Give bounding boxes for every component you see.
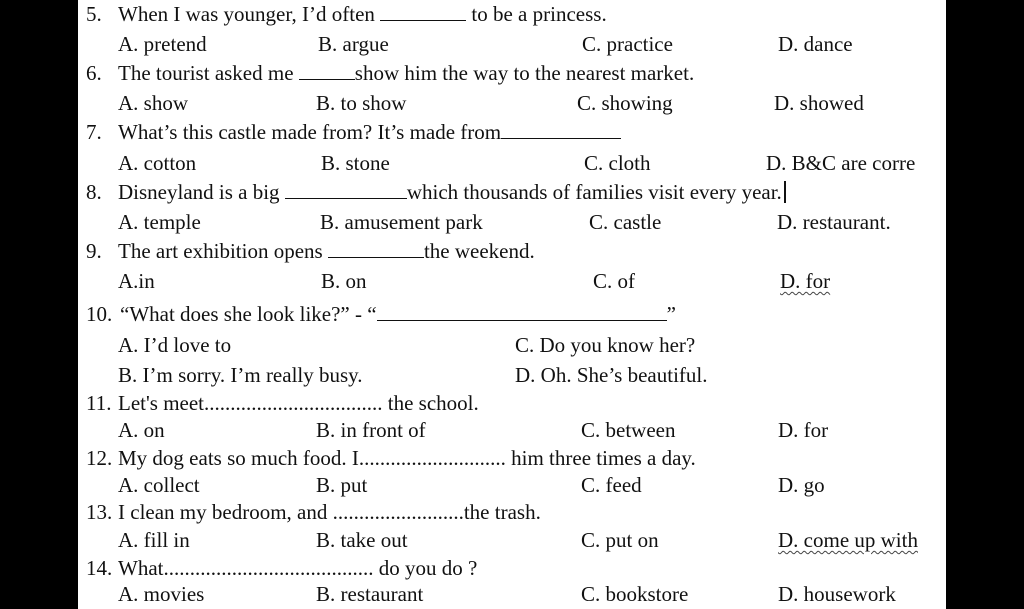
question-number: 5. xyxy=(86,2,102,26)
answer-blank[interactable] xyxy=(377,302,667,321)
answer-blank[interactable] xyxy=(380,2,466,21)
option-d[interactable]: D. Oh. She’s beautiful. xyxy=(515,363,708,387)
option-a[interactable]: A. cotton xyxy=(118,151,197,175)
option-c[interactable]: C. cloth xyxy=(584,151,651,175)
answer-blank[interactable] xyxy=(501,120,621,139)
question-text: When I was younger, I’d often to be a princess. xyxy=(118,2,607,26)
option-b[interactable]: B. argue xyxy=(318,32,389,56)
answer-blank[interactable]: ....................................... xyxy=(168,556,374,580)
option-d[interactable]: D. for xyxy=(780,269,831,293)
question-text: Let's meet.................................. the school. xyxy=(118,391,479,415)
option-d[interactable]: D. dance xyxy=(778,32,853,56)
question-text: I clean my bedroom, and .........................the trash. xyxy=(118,500,541,524)
answer-blank[interactable]: ......................... xyxy=(332,500,464,524)
option-b[interactable]: B. in front of xyxy=(316,418,426,442)
question-number: 8. xyxy=(86,180,102,204)
option-a[interactable]: A. pretend xyxy=(118,32,207,56)
option-d[interactable]: D. restaurant. xyxy=(777,210,891,234)
option-a[interactable]: A. on xyxy=(118,418,165,442)
option-d[interactable]: D. showed xyxy=(774,91,864,115)
option-a[interactable]: A. show xyxy=(118,91,189,115)
option-d[interactable]: D. B&C are corre xyxy=(766,151,916,175)
option-c[interactable]: C. feed xyxy=(581,473,642,497)
option-c[interactable]: C. showing xyxy=(577,91,673,115)
question-number: 6. xyxy=(86,61,102,85)
question-number: 14. xyxy=(86,556,113,580)
option-c[interactable]: C. castle xyxy=(589,210,662,234)
option-a[interactable]: A. movies xyxy=(118,582,205,606)
question-text: “What does she look like?” - “ ” xyxy=(120,302,676,326)
option-d[interactable]: D. for xyxy=(778,418,829,442)
answer-blank[interactable]: ........................... xyxy=(364,446,506,470)
option-a[interactable]: A. I’d love to xyxy=(118,333,232,357)
answer-blank[interactable]: ................................. xyxy=(209,391,383,415)
option-b[interactable]: B. on xyxy=(321,269,367,293)
option-c[interactable]: C. Do you know her? xyxy=(515,333,696,357)
option-d[interactable]: D. go xyxy=(778,473,825,497)
question-number: 9. xyxy=(86,239,102,263)
question-text: Disneyland is a big which thousands of families visit every year. xyxy=(118,180,786,204)
question-text: What........................................ do you do ? xyxy=(118,556,478,580)
option-d[interactable]: D. housework xyxy=(778,582,896,606)
answer-blank[interactable] xyxy=(285,180,407,199)
option-c[interactable]: C. between xyxy=(581,418,676,442)
option-a[interactable]: A. temple xyxy=(118,210,201,234)
worksheet-page xyxy=(78,0,946,609)
option-c[interactable]: C. bookstore xyxy=(581,582,689,606)
option-c[interactable]: C. put on xyxy=(581,528,659,552)
question-number: 10. xyxy=(86,302,113,326)
question-text: What’s this castle made from? It’s made from xyxy=(118,120,621,144)
question-text: My dog eats so much food. I............................ him three times a day. xyxy=(118,446,696,470)
answer-blank[interactable] xyxy=(328,239,424,258)
answer-blank[interactable] xyxy=(299,61,355,80)
option-b[interactable]: B. stone xyxy=(321,151,390,175)
option-c[interactable]: C. of xyxy=(593,269,635,293)
option-b[interactable]: B. I’m sorry. I’m really busy. xyxy=(118,363,363,387)
option-d[interactable]: D. come up with xyxy=(778,528,918,552)
option-a[interactable]: A.in xyxy=(118,269,155,293)
option-b[interactable]: B. amusement park xyxy=(320,210,483,234)
option-b[interactable]: B. take out xyxy=(316,528,408,552)
option-a[interactable]: A. collect xyxy=(118,473,200,497)
question-number: 11. xyxy=(86,391,112,415)
option-b[interactable]: B. restaurant xyxy=(316,582,424,606)
question-text: The tourist asked me show him the way to the nearest market. xyxy=(118,61,695,85)
question-text: The art exhibition opens the weekend. xyxy=(118,239,535,263)
option-a[interactable]: A. fill in xyxy=(118,528,190,552)
option-c[interactable]: C. practice xyxy=(582,32,673,56)
question-number: 7. xyxy=(86,120,102,144)
option-b[interactable]: B. put xyxy=(316,473,368,497)
option-b[interactable]: B. to show xyxy=(316,91,407,115)
text-cursor xyxy=(784,181,786,203)
question-number: 12. xyxy=(86,446,113,470)
question-number: 13. xyxy=(86,500,113,524)
